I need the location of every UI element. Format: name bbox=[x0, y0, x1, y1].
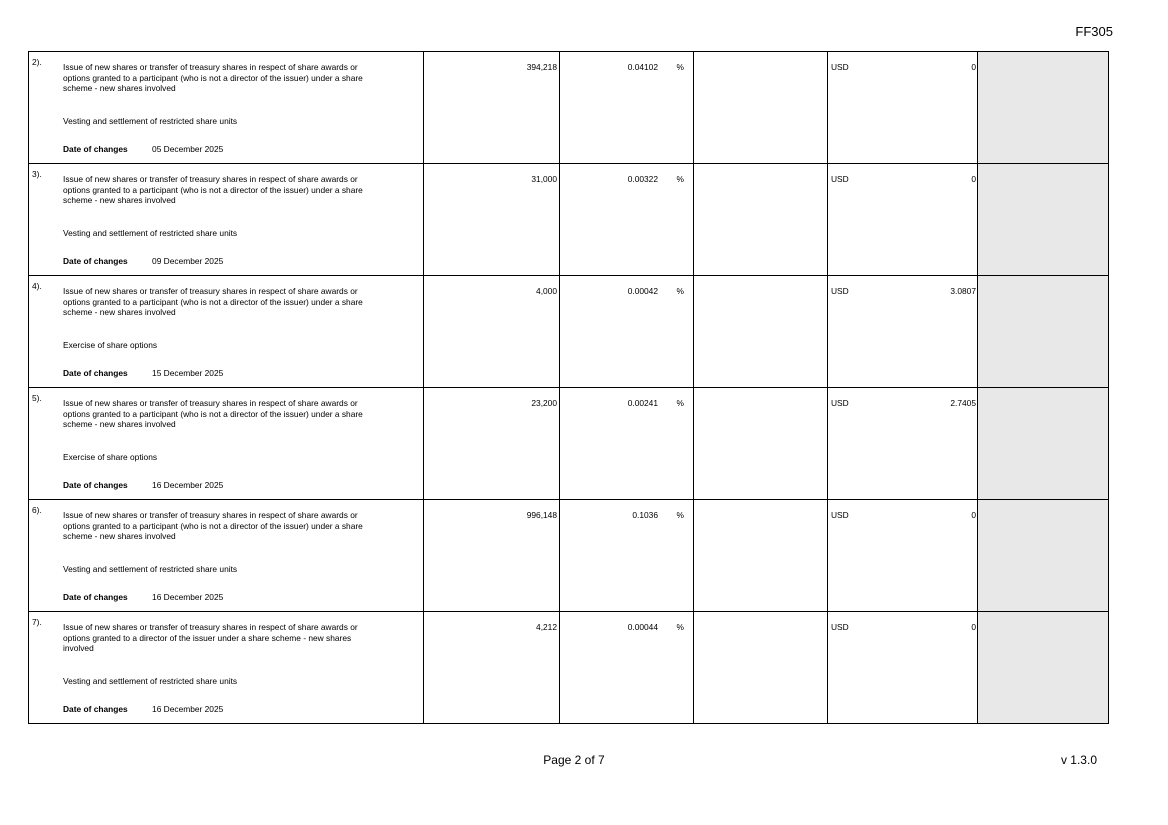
price-cell bbox=[828, 388, 978, 500]
date-label: Date of changes bbox=[63, 368, 128, 378]
percent-sign: % bbox=[676, 286, 684, 296]
grey-cell bbox=[978, 500, 1109, 612]
item-number: 2). bbox=[32, 57, 42, 67]
price-cell bbox=[828, 612, 978, 724]
event-description: Issue of new shares or transfer of treasury shares in respect of share awards or options granted to a participant (who is not a director of the issuer) under a share scheme - new shares involved bbox=[63, 174, 363, 205]
price-cell bbox=[828, 52, 978, 164]
event-reason: Exercise of share options bbox=[63, 340, 158, 350]
date-value: 09 December 2025 bbox=[152, 256, 224, 266]
page-number: Page 2 of 7 bbox=[543, 753, 605, 767]
price-value: 0 bbox=[971, 174, 976, 184]
grey-cell bbox=[978, 276, 1109, 388]
item-number: 7). bbox=[32, 617, 42, 627]
shares-cell: 996,148 bbox=[424, 500, 560, 612]
price-cell bbox=[828, 164, 978, 276]
percentage-cell bbox=[560, 276, 694, 388]
shares-cell: 23,200 bbox=[424, 388, 560, 500]
percentage-cell bbox=[560, 612, 694, 724]
percent-sign: % bbox=[676, 398, 684, 408]
item-number: 4). bbox=[32, 281, 42, 291]
percent-sign: % bbox=[676, 62, 684, 72]
date-label: Date of changes bbox=[63, 480, 128, 490]
percentage-cell bbox=[560, 388, 694, 500]
share-changes-body bbox=[29, 52, 1109, 724]
percentage-cell bbox=[560, 52, 694, 164]
table-row bbox=[29, 52, 1109, 164]
currency: USD bbox=[831, 622, 849, 632]
grey-cell bbox=[978, 52, 1109, 164]
grey-cell bbox=[978, 164, 1109, 276]
description-cell bbox=[29, 52, 424, 164]
blank-cell bbox=[694, 276, 828, 388]
percentage-value: 0.00322 bbox=[627, 174, 658, 184]
shares-cell: 4,212 bbox=[424, 612, 560, 724]
price-value: 0 bbox=[971, 62, 976, 72]
date-value: 16 December 2025 bbox=[152, 480, 224, 490]
percentage-cell bbox=[560, 164, 694, 276]
date-of-changes bbox=[63, 144, 223, 155]
event-description: Issue of new shares or transfer of treasury shares in respect of share awards or options granted to a director of the issuer under a share scheme - new shares involved bbox=[63, 622, 358, 653]
event-reason: Vesting and settlement of restricted share units bbox=[63, 116, 238, 126]
percentage-value: 0.00241 bbox=[627, 398, 658, 408]
event-description: Issue of new shares or transfer of treasury shares in respect of share awards or options granted to a participant (who is not a director of the issuer) under a share scheme - new shares involved bbox=[63, 398, 363, 429]
currency: USD bbox=[831, 510, 849, 520]
price-cell bbox=[828, 500, 978, 612]
date-value: 16 December 2025 bbox=[152, 704, 224, 714]
date-of-changes bbox=[63, 480, 223, 491]
price-cell bbox=[828, 276, 978, 388]
table-row bbox=[29, 164, 1109, 276]
grey-cell bbox=[978, 612, 1109, 724]
blank-cell bbox=[694, 164, 828, 276]
price-value: 0 bbox=[971, 510, 976, 520]
percent-sign: % bbox=[676, 174, 684, 184]
date-of-changes bbox=[63, 704, 223, 715]
currency: USD bbox=[831, 174, 849, 184]
item-number: 6). bbox=[32, 505, 42, 515]
blank-cell bbox=[694, 388, 828, 500]
table-row bbox=[29, 500, 1109, 612]
percentage-cell bbox=[560, 500, 694, 612]
event-reason: Vesting and settlement of restricted share units bbox=[63, 564, 238, 574]
event-description: Issue of new shares or transfer of treasury shares in respect of share awards or options granted to a participant (who is not a director of the issuer) under a share scheme - new shares involved bbox=[63, 510, 363, 541]
percent-sign: % bbox=[676, 510, 684, 520]
percentage-value: 0.04102 bbox=[627, 62, 658, 72]
date-of-changes bbox=[63, 256, 223, 267]
percentage-value: 0.00044 bbox=[627, 622, 658, 632]
currency: USD bbox=[831, 286, 849, 296]
shares-cell: 4,000 bbox=[424, 276, 560, 388]
blank-cell bbox=[694, 612, 828, 724]
grey-cell bbox=[978, 388, 1109, 500]
date-label: Date of changes bbox=[63, 704, 128, 714]
currency: USD bbox=[831, 398, 849, 408]
table-row bbox=[29, 276, 1109, 388]
date-label: Date of changes bbox=[63, 592, 128, 602]
event-description: Issue of new shares or transfer of treasury shares in respect of share awards or options granted to a participant (who is not a director of the issuer) under a share scheme - new shares involved bbox=[63, 62, 363, 93]
event-reason: Vesting and settlement of restricted share units bbox=[63, 676, 238, 686]
price-value: 0 bbox=[971, 622, 976, 632]
description-cell bbox=[29, 612, 424, 724]
price-value: 2.7405 bbox=[950, 398, 976, 408]
form-version: v 1.3.0 bbox=[1060, 753, 1097, 767]
shares-cell: 394,218 bbox=[424, 52, 560, 164]
date-of-changes bbox=[63, 592, 223, 603]
currency: USD bbox=[831, 62, 849, 72]
description-cell bbox=[29, 500, 424, 612]
date-value: 15 December 2025 bbox=[152, 368, 224, 378]
item-number: 3). bbox=[32, 169, 42, 179]
share-changes-table bbox=[28, 51, 1109, 724]
table-row bbox=[29, 612, 1109, 724]
item-number: 5). bbox=[32, 393, 42, 403]
date-label: Date of changes bbox=[63, 256, 128, 266]
date-of-changes bbox=[63, 368, 223, 379]
percentage-value: 0.00042 bbox=[627, 286, 658, 296]
date-label: Date of changes bbox=[63, 144, 128, 154]
event-reason: Vesting and settlement of restricted share units bbox=[63, 228, 238, 238]
shares-cell: 31,000 bbox=[424, 164, 560, 276]
percent-sign: % bbox=[676, 622, 684, 632]
date-value: 16 December 2025 bbox=[152, 592, 224, 602]
blank-cell bbox=[694, 52, 828, 164]
price-value: 3.0807 bbox=[950, 286, 976, 296]
blank-cell bbox=[694, 500, 828, 612]
description-cell bbox=[29, 388, 424, 500]
percentage-value: 0.1036 bbox=[632, 510, 658, 520]
event-description: Issue of new shares or transfer of treasury shares in respect of share awards or options granted to a participant (who is not a director of the issuer) under a share scheme - new shares involved bbox=[63, 286, 363, 317]
date-value: 05 December 2025 bbox=[152, 144, 224, 154]
table-row bbox=[29, 388, 1109, 500]
form-code: FF305 bbox=[1075, 24, 1113, 39]
description-cell bbox=[29, 164, 424, 276]
description-cell bbox=[29, 276, 424, 388]
event-reason: Exercise of share options bbox=[63, 452, 158, 462]
